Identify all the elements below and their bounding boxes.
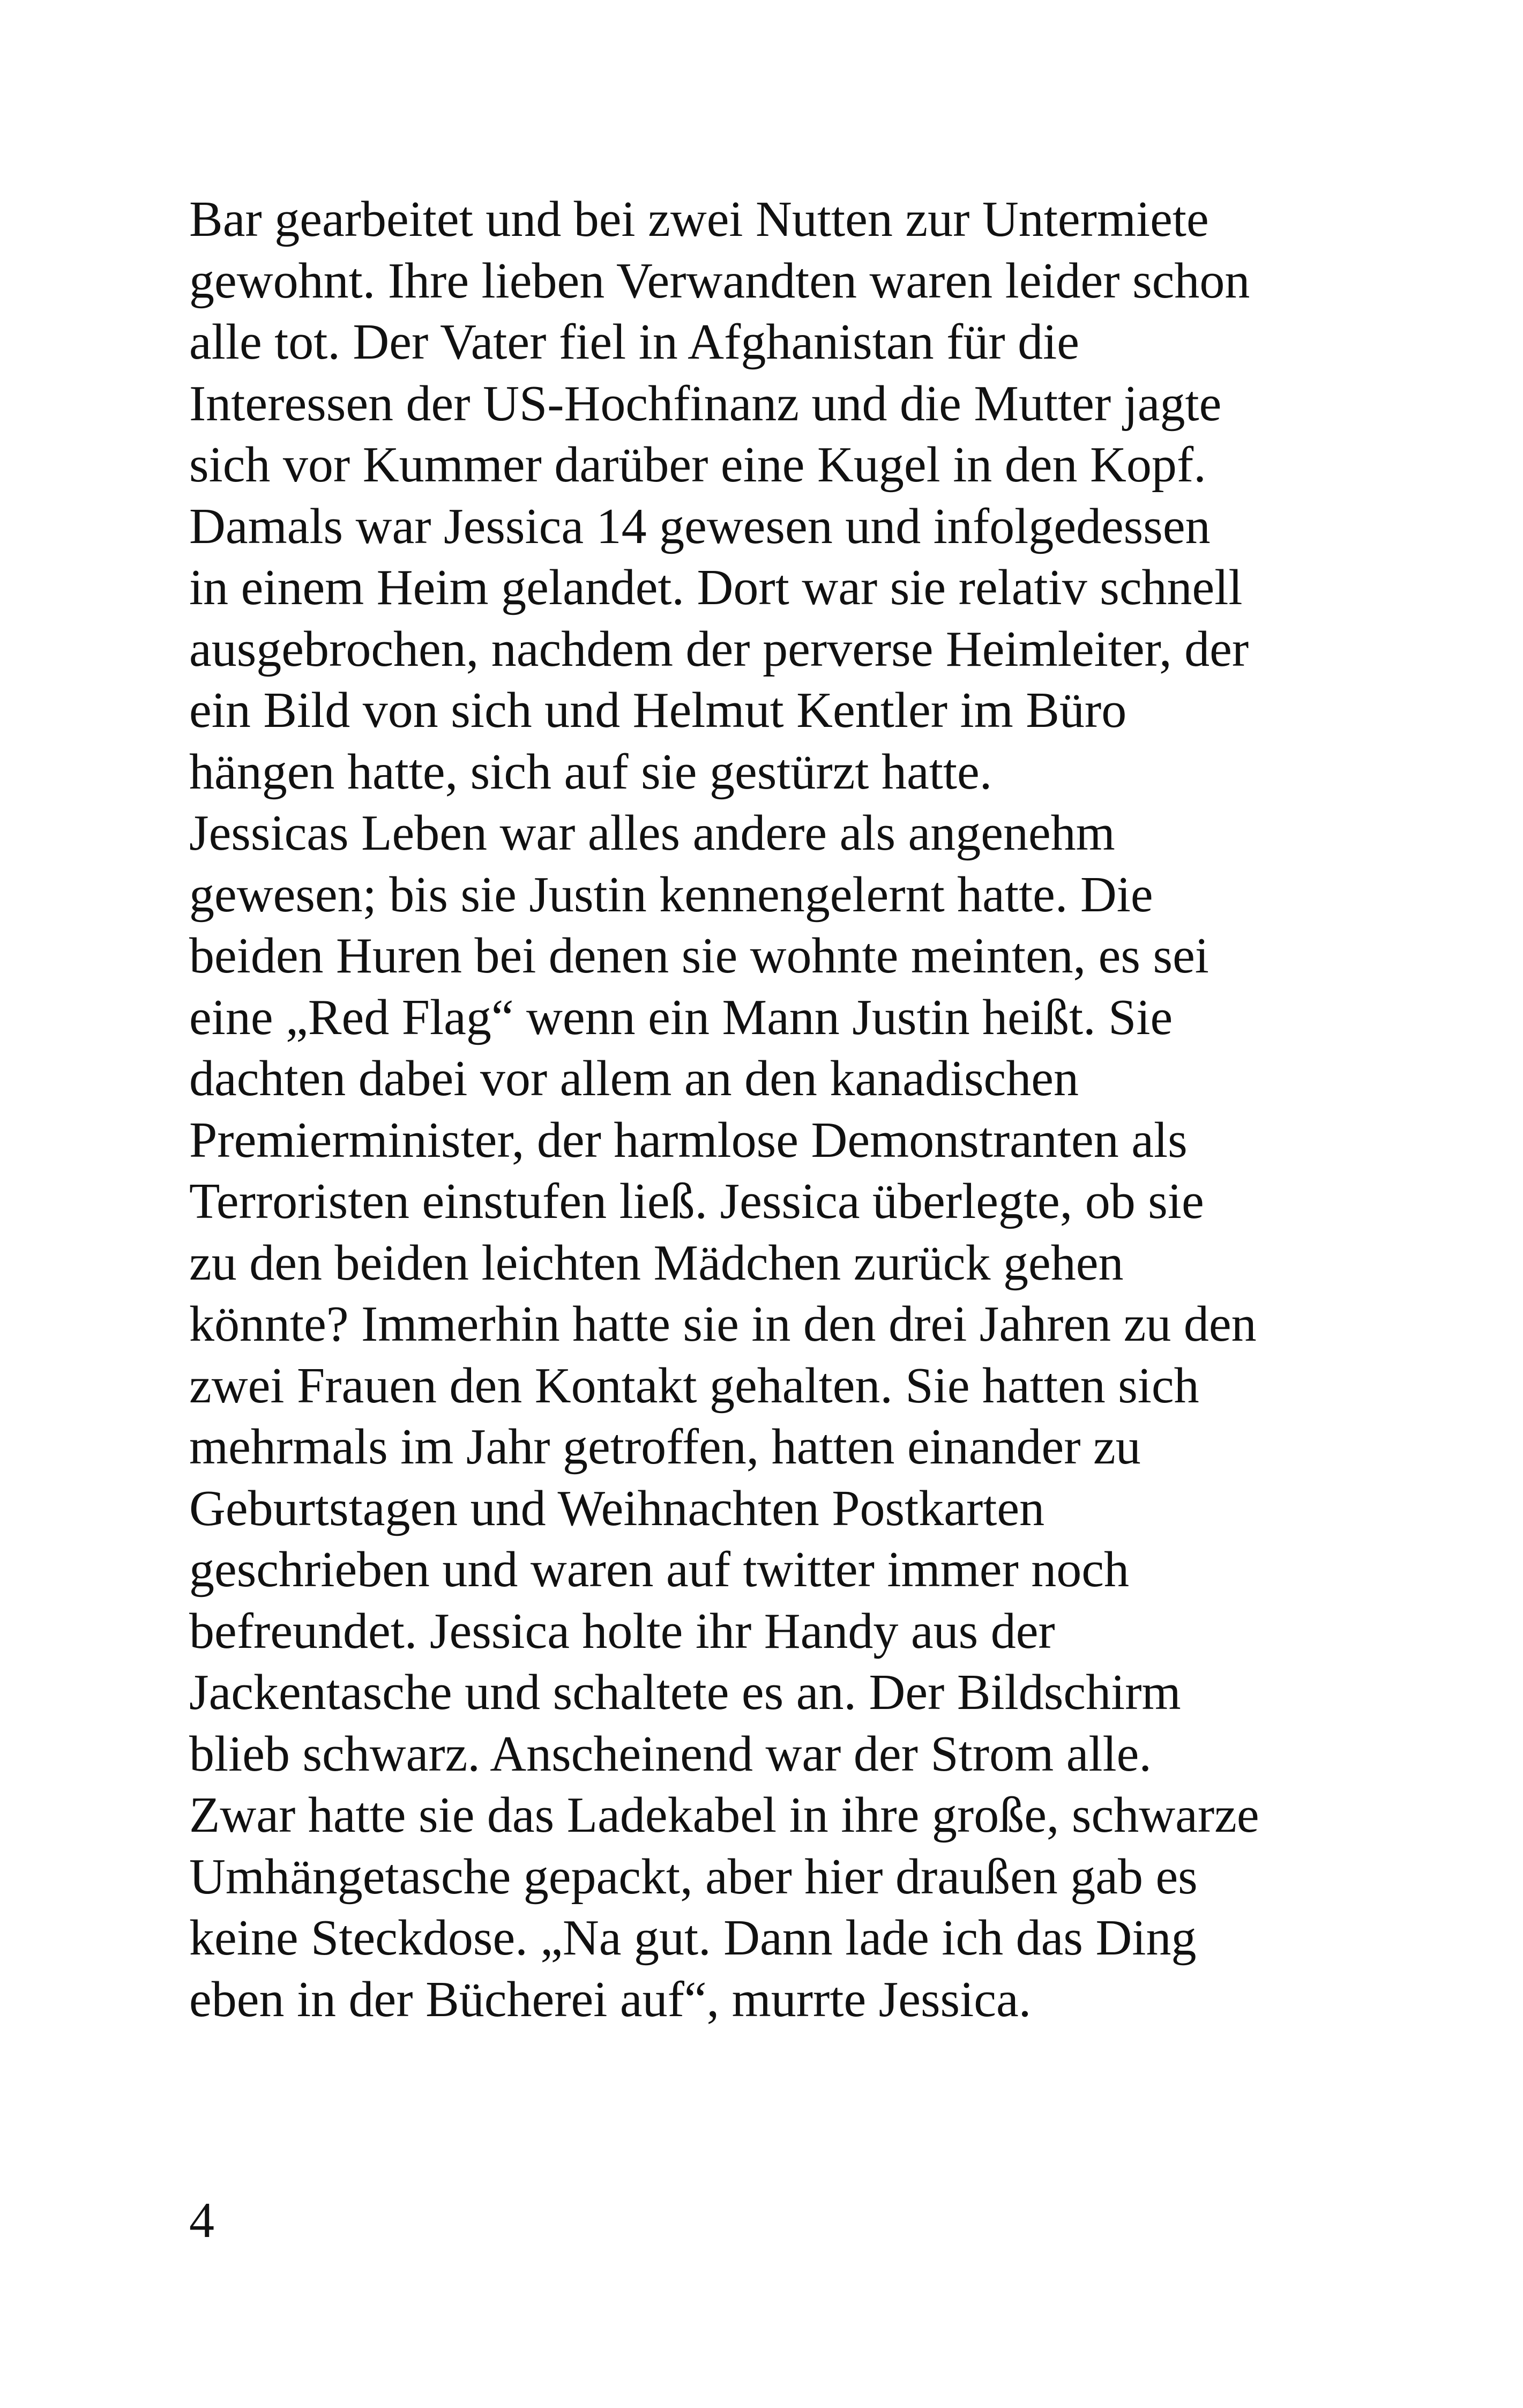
text-line: zwei Frauen den Kontakt gehalten. Sie hatten sich	[189, 1357, 1199, 1414]
text-line: Interessen der US-Hochfinanz und die Mutter jagte	[189, 375, 1222, 432]
text-line: alle tot. Der Vater fiel in Afghanistan für die	[189, 314, 1080, 370]
text-line: Terroristen einstufen ließ. Jessica überlegte, ob sie	[189, 1173, 1204, 1229]
text-line: in einem Heim gelandet. Dort war sie relativ schnell	[189, 560, 1243, 615]
text-line: Geburtstagen und Weihnachten Postkarten	[189, 1480, 1045, 1536]
text-line: eben in der Bücherei auf“, murrte Jessica.	[189, 1971, 1032, 2027]
text-line: mehrmals im Jahr getroffen, hatten einander zu	[189, 1419, 1141, 1475]
text-line: Jackentasche und schaltete es an. Der Bildschirm	[189, 1664, 1181, 1720]
text-line: ausgebrochen, nachdem der perverse Heimleiter, der	[189, 621, 1249, 677]
text-line: dachten dabei vor allem an den kanadischen	[189, 1051, 1079, 1106]
text-line: befreundet. Jessica holte ihr Handy aus der	[189, 1603, 1055, 1659]
text-line: beiden Huren bei denen sie wohnte meinten, es sei	[189, 928, 1209, 984]
text-line: ein Bild von sich und Helmut Kentler im Büro	[189, 682, 1127, 738]
text-line: blieb schwarz. Anscheinend war der Strom alle.	[189, 1726, 1152, 1782]
text-line: gewesen; bis sie Justin kennengelernt hatte. Die	[189, 866, 1153, 923]
text-line: Bar gearbeitet und bei zwei Nutten zur Untermiete	[189, 191, 1209, 247]
text-line: sich vor Kummer darüber eine Kugel in den Kopf.	[189, 437, 1206, 493]
text-line: Zwar hatte sie das Ladekabel in ihre große, schwarze	[189, 1787, 1259, 1843]
text-line: Umhängetasche gepackt, aber hier draußen gab es	[189, 1848, 1198, 1905]
text-line: könnte? Immerhin hatte sie in den drei Jahren zu den	[189, 1296, 1257, 1352]
text-line: Damals war Jessica 14 gewesen und infolgedessen	[189, 498, 1211, 554]
text-line: gewohnt. Ihre lieben Verwandten waren leider schon	[189, 252, 1250, 309]
text-line: geschrieben und waren auf twitter immer noch	[189, 1542, 1130, 1597]
text-line: Jessicas Leben war alles andere als angenehm	[189, 805, 1115, 861]
page-number: 4	[189, 2193, 214, 2248]
body-text	[189, 189, 1368, 2030]
text-line: eine „Red Flag“ wenn ein Mann Justin heißt. Sie	[189, 989, 1173, 1045]
text-line: Premierminister, der harmlose Demonstranten als	[189, 1112, 1188, 1168]
text-line: hängen hatte, sich auf sie gestürzt hatte.	[189, 744, 992, 800]
text-line: zu den beiden leichten Mädchen zurück gehen	[189, 1235, 1124, 1291]
text-line: keine Steckdose. „Na gut. Dann lade ich das Ding	[189, 1910, 1197, 1966]
